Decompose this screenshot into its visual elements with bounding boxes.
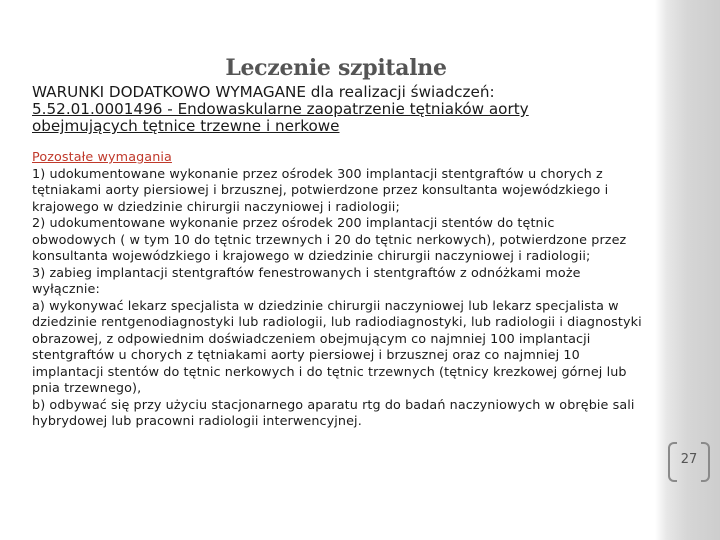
- requirement-3: 3) zabieg implantacji stentgraftów fenestrowanych i stentgraftów z odnóżkami może wyłącznie:: [32, 265, 581, 297]
- requirements-heading: [32, 84, 592, 135]
- slide-title: Leczenie szpitalne: [225, 55, 447, 81]
- procedure-name-line: obejmujących tętnice trzewne i nerkowe: [32, 117, 340, 135]
- page-number: 27: [680, 452, 698, 467]
- requirements-body: [32, 150, 642, 431]
- section-label: Pozostałe wymagania: [32, 150, 172, 165]
- heading-line-1: WARUNKI DODATKOWO WYMAGANE dla realizacji świadczeń:: [32, 83, 495, 101]
- requirement-1: 1) udokumentowane wykonanie przez ośrodek 300 implantacji stentgraftów u chorych z tętniakami aorty piersiowej i brzusznej, potwierdzone przez konsultanta wojewódzkiego i krajowego w dziedzinie chirurgii naczyniowej i radiologii;: [32, 166, 609, 215]
- procedure-code-line: 5.52.01.0001496 - Endowaskularne zaopatrzenie tętniaków aorty: [32, 100, 529, 118]
- requirement-2: 2) udokumentowane wykonanie przez ośrodek 200 implantacji stentów do tętnic obwodowych ( w tym 10 do tętnic trzewnych i 20 do tętnic nerkowych), potwierdzone przez konsultanta wojewódzkiego i krajowego w dziedzinie chirurgii naczyniowej i radiologii;: [32, 216, 627, 264]
- side-panel-shadow: [655, 0, 666, 540]
- page-number-badge: [668, 442, 710, 480]
- requirement-3b: b) odbywać się przy użyciu stacjonarnego aparatu rtg do badań naczyniowych w obrębie sali hybrydowej lub pracowni radiologii interwencyjnej.: [32, 397, 635, 429]
- requirement-3a: a) wykonywać lekarz specjalista w dziedzinie chirurgii naczyniowej lub lekarz specjalista w dziedzinie rentgenodiagnostyki lub radiologii, lub radiodiagnostyki, lub radiologii i diagnostyki obrazowej, z odpowiednim doświadczeniem obejmującym co najmniej 100 implantacji stentgraftów u chorych z tętniakami aorty piersiowej i brzusznej oraz co najmniej 10 implantacji stentów do tętnic nerkowych i do tętnic trzewnych (tętnicy krezkowej górnej lub pnia trzewnego),: [32, 298, 642, 396]
